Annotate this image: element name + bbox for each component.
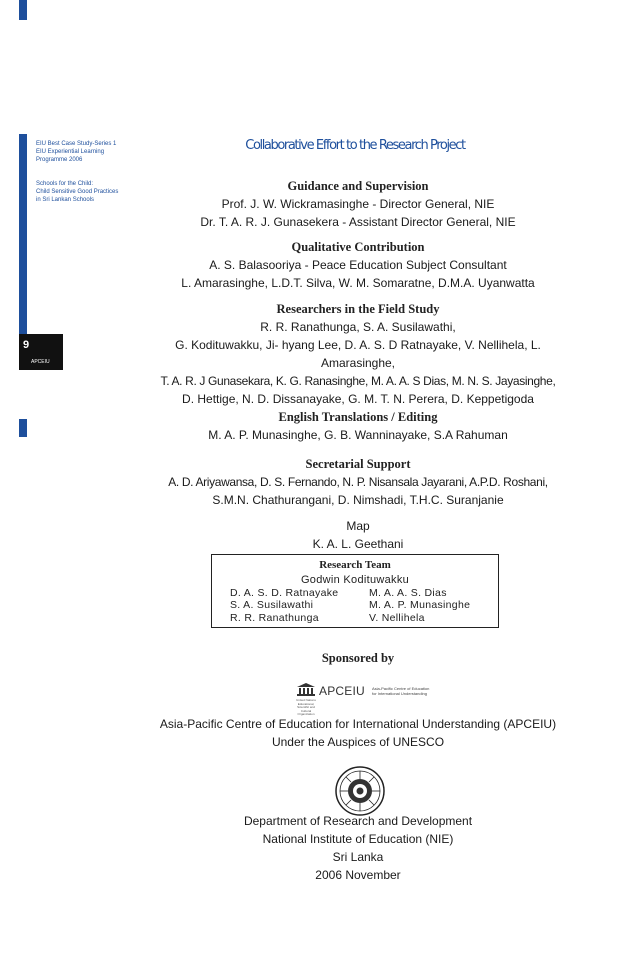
page-label: APCEIU	[31, 359, 50, 365]
map-heading: Map	[346, 519, 370, 533]
bottom-accent-bar	[19, 419, 27, 437]
guidance-line: Dr. T. A. R. J. Gunasekera - Assistant Director General, NIE	[200, 215, 516, 229]
topic-line: in Sri Lankan Schools	[36, 197, 95, 203]
translations-line: M. A. P. Munasinghe, G. B. Wanninayake, S.A Rahuman	[208, 428, 508, 442]
page-number: 9	[23, 339, 30, 351]
side-accent-bar	[19, 134, 30, 366]
qualitative-line: A. S. Balasooriya - Peace Education Subject Consultant	[209, 258, 507, 272]
page-title: Collaborative Effort to the Research Project	[245, 138, 465, 153]
sponsor-heading: Sponsored by	[321, 651, 395, 665]
research-team-box	[211, 554, 499, 628]
researchers-heading: Researchers in the Field Study	[276, 302, 440, 316]
team-member: S. A. Susilawathi	[230, 599, 314, 611]
sponsor-section	[140, 650, 576, 667]
translations-heading: English Translations / Editing	[278, 410, 438, 424]
team-member: M. A. P. Munasinghe	[369, 599, 471, 611]
guidance-line: Prof. J. W. Wickramasinghe - Director General, NIE	[221, 197, 495, 211]
department-date: 2006 November	[315, 868, 401, 882]
translations-section	[140, 409, 576, 444]
guidance-section	[140, 178, 576, 231]
nie-seal-icon	[335, 766, 385, 816]
series-line: Programme 2006	[36, 157, 83, 163]
sponsor-line: Asia-Pacific Centre of Education for International Understanding (APCEIU)	[159, 717, 557, 731]
secretarial-line: S.M.N. Chathurangani, D. Nimshadi, T.H.C. Suranjanie	[212, 493, 504, 507]
map-section	[140, 517, 576, 553]
qualitative-line: L. Amarasinghe, L.D.T. Silva, W. M. Somaratne, D.M.A. Uyanwatta	[181, 276, 535, 290]
map-line: K. A. L. Geethani	[312, 537, 404, 551]
department-section	[140, 812, 576, 884]
team-member: D. A. S. D. Ratnayake	[230, 587, 339, 599]
topic-line: Child Sensitive Good Practices	[36, 189, 119, 195]
research-team-title: Research Team	[319, 559, 391, 571]
guidance-heading: Guidance and Supervision	[287, 179, 429, 193]
research-team-leader: Godwin Kodituwakku	[300, 574, 410, 586]
unesco-caption-line: Cultural Organization	[297, 708, 315, 716]
team-member: R. R. Ranathunga	[230, 612, 319, 624]
apceiu-desc-line: for International Understanding	[372, 691, 427, 696]
sponsor-name	[140, 715, 576, 751]
page-number-box	[19, 334, 63, 370]
apceiu-logo: APCEIU	[319, 684, 365, 698]
apceiu-desc-line: Asia-Pacific Centre of Education	[372, 686, 430, 691]
secretarial-section	[140, 456, 576, 509]
researchers-line: G. Kodituwakku, Ji- hyang Lee, D. A. S. D Ratnayake, V. Nellihela, L. Amarasinghe,	[175, 338, 541, 370]
team-member: V. Nellihela	[369, 612, 425, 624]
topic-info	[36, 180, 118, 204]
series-line: EIU Experiential Learning	[36, 149, 105, 155]
top-accent-bar	[19, 0, 27, 20]
sponsor-logos	[293, 683, 430, 716]
topic-line: Schools for the Child:	[36, 181, 94, 187]
department-line: Sri Lanka	[332, 850, 384, 864]
secretarial-heading: Secretarial Support	[305, 457, 411, 471]
series-info	[36, 140, 116, 164]
sponsor-line: Under the Auspices of UNESCO	[271, 735, 445, 749]
qualitative-section	[140, 239, 576, 292]
unesco-caption-line: United Nations	[296, 698, 316, 702]
researchers-section	[140, 301, 576, 408]
unesco-caption	[293, 699, 319, 717]
researchers-line: R. R. Ranathunga, S. A. Susilawathi,	[260, 320, 456, 334]
secretarial-line: A. D. Ariyawansa, D. S. Fernando, N. P. Nisansala Jayarani, A.P.D. Roshani,	[168, 475, 548, 489]
team-member: M. A. A. S. Dias	[369, 587, 447, 599]
apceiu-description	[372, 686, 429, 696]
department-line: Department of Research and Development	[243, 814, 473, 828]
researchers-line: D. Hettige, N. D. Dissanayake, G. M. T. N. Perera, D. Keppetigoda	[182, 392, 534, 406]
unesco-temple-icon	[297, 683, 315, 697]
researchers-line: T. A. R. J Gunasekara, K. G. Ranasinghe, M. A. A. S Dias, M. N. S. Jayasinghe,	[160, 374, 556, 388]
qualitative-heading: Qualitative Contribution	[291, 240, 425, 254]
series-line: EIU Best Case Study-Series 1	[36, 141, 117, 147]
department-line: National Institute of Education (NIE)	[262, 832, 454, 846]
unesco-caption-line: Educational, Scientific and	[297, 701, 315, 709]
